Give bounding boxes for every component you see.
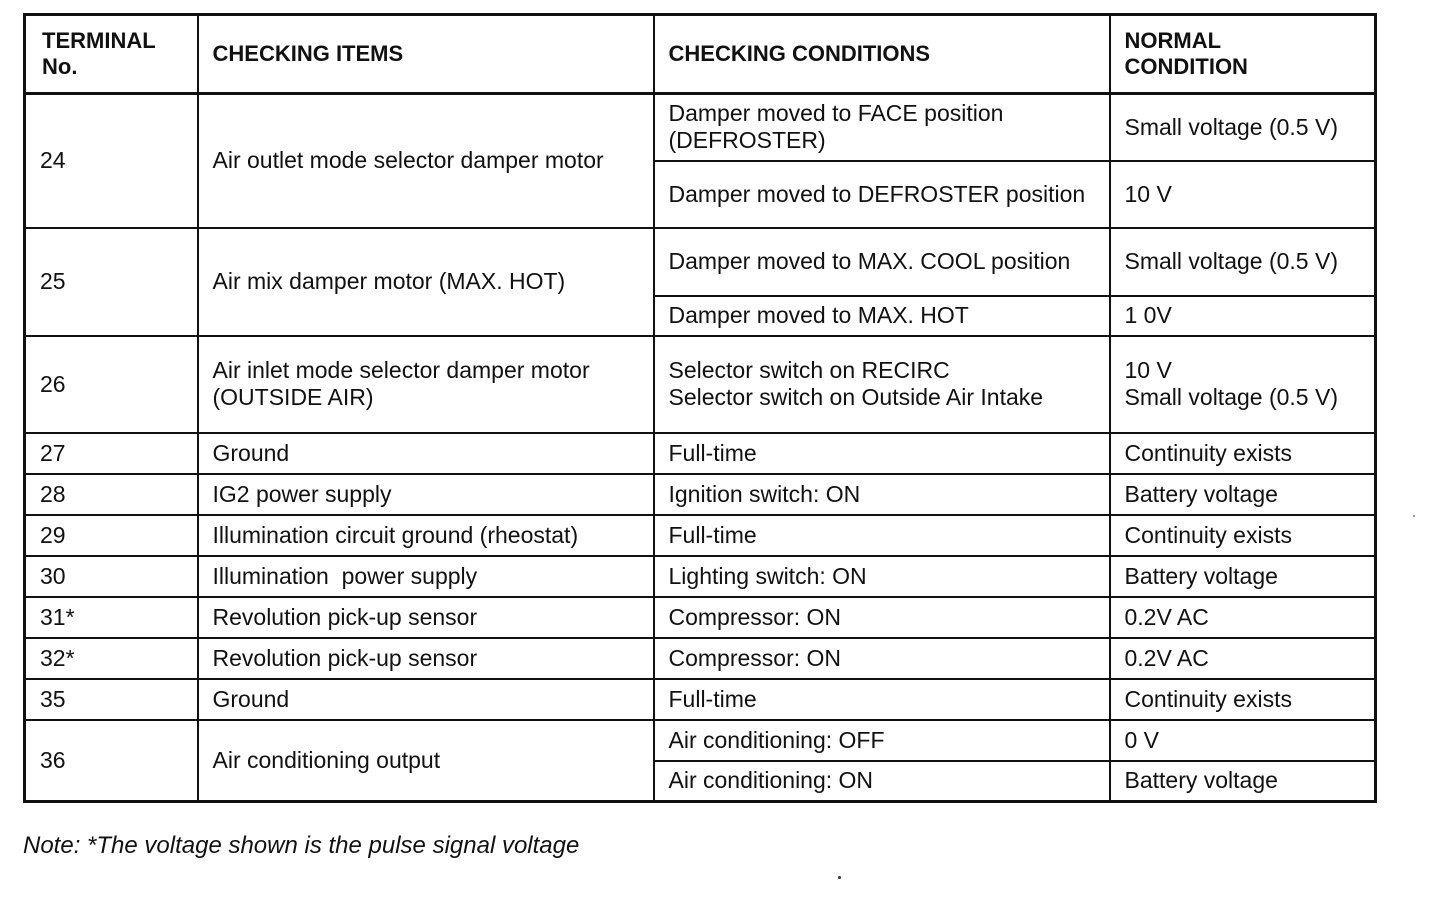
normal-condition-cell: Small voltage (0.5 V)	[1110, 94, 1376, 161]
checking-condition-cell: Damper moved to MAX. HOT	[654, 296, 1110, 336]
checking-item-cell: Ground	[198, 679, 654, 720]
normal-condition-cell: Battery voltage	[1110, 556, 1376, 597]
checking-condition-cell: Damper moved to FACE position (DEFROSTER)	[654, 94, 1110, 161]
header-checking-conditions: CHECKING CONDITIONS	[654, 15, 1110, 94]
normal-condition-cell: 1 0V	[1110, 296, 1376, 336]
terminal-cell: 36	[25, 720, 198, 802]
checking-item-cell: Revolution pick-up sensor	[198, 638, 654, 679]
scan-speck	[838, 876, 841, 879]
checking-condition-cell: Ignition switch: ON	[654, 474, 1110, 515]
header-checking-items: CHECKING ITEMS	[198, 15, 654, 94]
header-terminal-line1: TERMINAL	[42, 28, 156, 53]
terminal-check-table-wrapper	[23, 13, 1374, 803]
normal-condition-cell: Continuity exists	[1110, 679, 1376, 720]
checking-item-cell: Illumination circuit ground (rheostat)	[198, 515, 654, 556]
terminal-cell: 32*	[25, 638, 198, 679]
checking-item-cell: Air conditioning output	[198, 720, 654, 802]
table-row	[25, 515, 1376, 556]
terminal-cell: 27	[25, 433, 198, 474]
normal-condition-cell: 0.2V AC	[1110, 597, 1376, 638]
header-normal-line2: CONDITION	[1124, 54, 1248, 79]
table-row	[25, 228, 1376, 296]
normal-condition-cell: 0.2V AC	[1110, 638, 1376, 679]
terminal-cell: 25	[25, 228, 198, 336]
terminal-cell: 35	[25, 679, 198, 720]
header-normal-condition	[1110, 15, 1376, 94]
checking-item-cell: Ground	[198, 433, 654, 474]
normal-line: 10 V	[1124, 357, 1172, 383]
normal-condition-cell: Battery voltage	[1110, 474, 1376, 515]
checking-condition-cell: Full-time	[654, 679, 1110, 720]
checking-condition-cell: Compressor: ON	[654, 597, 1110, 638]
header-normal-line1: NORMAL	[1124, 28, 1222, 53]
condition-line: Selector switch on Outside Air Intake	[668, 384, 1044, 410]
header-terminal-no	[25, 15, 198, 94]
normal-condition-cell: 0 V	[1110, 720, 1376, 761]
checking-item-cell: Illumination power supply	[198, 556, 654, 597]
normal-condition-cell: Battery voltage	[1110, 761, 1376, 802]
checking-condition-cell: Full-time	[654, 433, 1110, 474]
checking-condition-cell: Air conditioning: ON	[654, 761, 1110, 802]
checking-condition-cell	[654, 336, 1110, 433]
header-row	[25, 15, 1376, 94]
checking-item-cell: IG2 power supply	[198, 474, 654, 515]
terminal-cell: 30	[25, 556, 198, 597]
normal-condition-cell: Continuity exists	[1110, 433, 1376, 474]
checking-condition-cell: Damper moved to MAX. COOL position	[654, 228, 1110, 296]
table-row	[25, 433, 1376, 474]
normal-line: Small voltage (0.5 V)	[1124, 384, 1338, 410]
terminal-cell: 31*	[25, 597, 198, 638]
normal-condition-cell: Small voltage (0.5 V)	[1110, 228, 1376, 296]
header-terminal-line2: No.	[42, 54, 78, 79]
checking-item-cell: Revolution pick-up sensor	[198, 597, 654, 638]
checking-item-cell: Air mix damper motor (MAX. HOT)	[198, 228, 654, 336]
checking-condition-cell: Compressor: ON	[654, 638, 1110, 679]
terminal-cell: 26	[25, 336, 198, 433]
table-row	[25, 336, 1376, 433]
checking-item-cell: Air inlet mode selector damper motor (OUTSIDE AIR)	[198, 336, 654, 433]
terminal-cell: 24	[25, 94, 198, 228]
table-row	[25, 94, 1376, 161]
table-row	[25, 597, 1376, 638]
table-row	[25, 474, 1376, 515]
checking-condition-cell: Damper moved to DEFROSTER position	[654, 161, 1110, 228]
checking-condition-cell: Air conditioning: OFF	[654, 720, 1110, 761]
table-row	[25, 556, 1376, 597]
table-row	[25, 720, 1376, 761]
footnote: Note: *The voltage shown is the pulse signal voltage	[23, 832, 580, 859]
terminal-cell: 29	[25, 515, 198, 556]
terminal-check-table	[23, 13, 1377, 803]
normal-condition-cell	[1110, 336, 1376, 433]
normal-condition-cell: 10 V	[1110, 161, 1376, 228]
terminal-cell: 28	[25, 474, 198, 515]
condition-line: Selector switch on RECIRC	[668, 357, 950, 383]
table-row	[25, 638, 1376, 679]
checking-condition-cell: Lighting switch: ON	[654, 556, 1110, 597]
table-row	[25, 679, 1376, 720]
checking-condition-cell: Full-time	[654, 515, 1110, 556]
checking-item-cell: Air outlet mode selector damper motor	[198, 94, 654, 228]
scan-speck	[1413, 515, 1415, 517]
normal-condition-cell: Continuity exists	[1110, 515, 1376, 556]
